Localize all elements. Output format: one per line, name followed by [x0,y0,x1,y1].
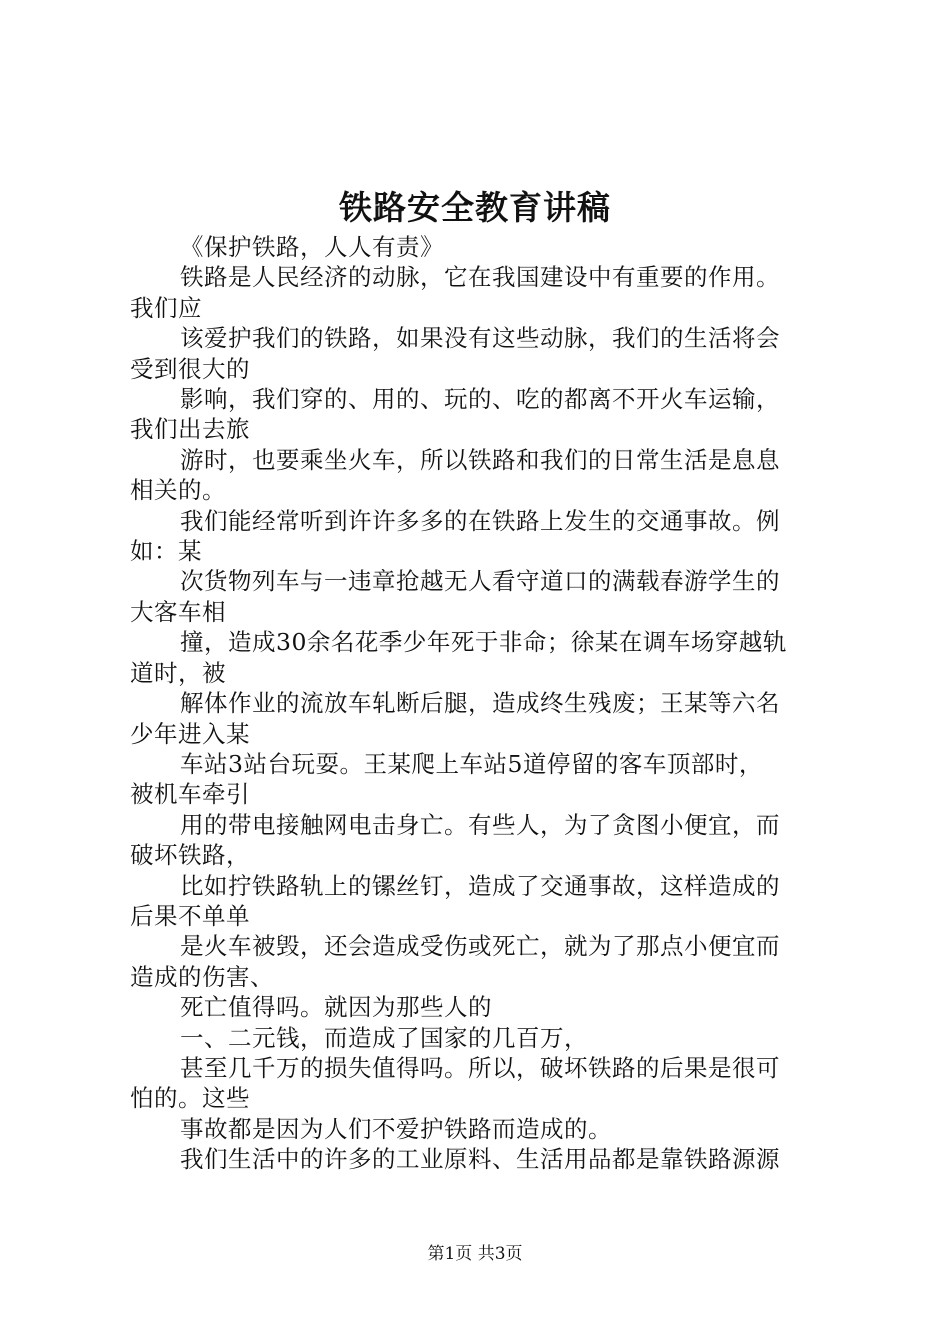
text-line: 破坏铁路， [130,841,250,870]
text-line: 游时，也要乘坐火车，所以铁路和我们的日常生活是息息 [180,445,780,474]
page-footer: 第1页 共3页 [427,1244,523,1264]
text-line: 比如拧铁路轨上的镙丝钉，造成了交通事故，这样造成的 [180,871,780,900]
text-line: 如：某 [130,537,202,566]
text-line: 怕的。这些 [130,1084,250,1113]
text-line: 事故都是因为人们不爱护铁路而造成的。 [180,1114,612,1143]
document-title: 铁路安全教育讲稿 [339,188,611,227]
text-line: 解体作业的流放车轧断后腿，造成终生残废；王某等六名 [180,689,780,718]
text-line: 用的带电接触网电击身亡。有些人，为了贪图小便宜，而 [180,810,780,839]
text-line: 是火车被毁，还会造成受伤或死亡，就为了那点小便宜而 [180,932,780,961]
text-line: 相关的。 [130,476,226,505]
text-line: 《保护铁路，人人有责》 [180,233,444,261]
text-line: 次货物列车与一违章抢越无人看守道口的满载春游学生的 [180,567,780,596]
text-line: 车站3站台玩耍。王某爬上车站5道停留的客车顶部时， [180,749,763,778]
text-line: 我们生活中的许多的工业原料、生活用品都是靠铁路源源 [180,1145,780,1174]
text-line: 我们能经常听到许许多多的在铁路上发生的交通事故。例 [180,506,780,535]
text-line: 一、二元钱，而造成了国家的几百万， [180,1023,588,1052]
text-line: 影响，我们穿的、用的、玩的、吃的都离不开火车运输， [180,385,780,414]
text-line: 受到很大的 [130,354,250,383]
text-line: 少年进入某 [130,719,250,748]
text-line: 铁路是人民经济的动脉，它在我国建设中有重要的作用。 [180,263,780,292]
document-body [130,232,835,1175]
text-line: 该爱护我们的铁路，如果没有这些动脉，我们的生活将会 [180,324,780,353]
text-line: 我们出去旅 [130,415,250,444]
text-line: 被机车牵引 [130,780,250,809]
text-line: 我们应 [130,293,202,322]
text-line: 死亡值得吗。就因为那些人的 [180,993,492,1022]
text-line: 大客车相 [130,597,226,626]
text-line: 甚至几千万的损失值得吗。所以，破坏铁路的后果是很可 [180,1053,780,1082]
text-line: 道时，被 [130,658,226,687]
text-line: 后果不单单 [130,901,250,930]
text-line: 造成的伤害、 [130,962,274,991]
text-line: 撞，造成30余名花季少年死于非命；徐某在调车场穿越轨 [180,628,787,657]
